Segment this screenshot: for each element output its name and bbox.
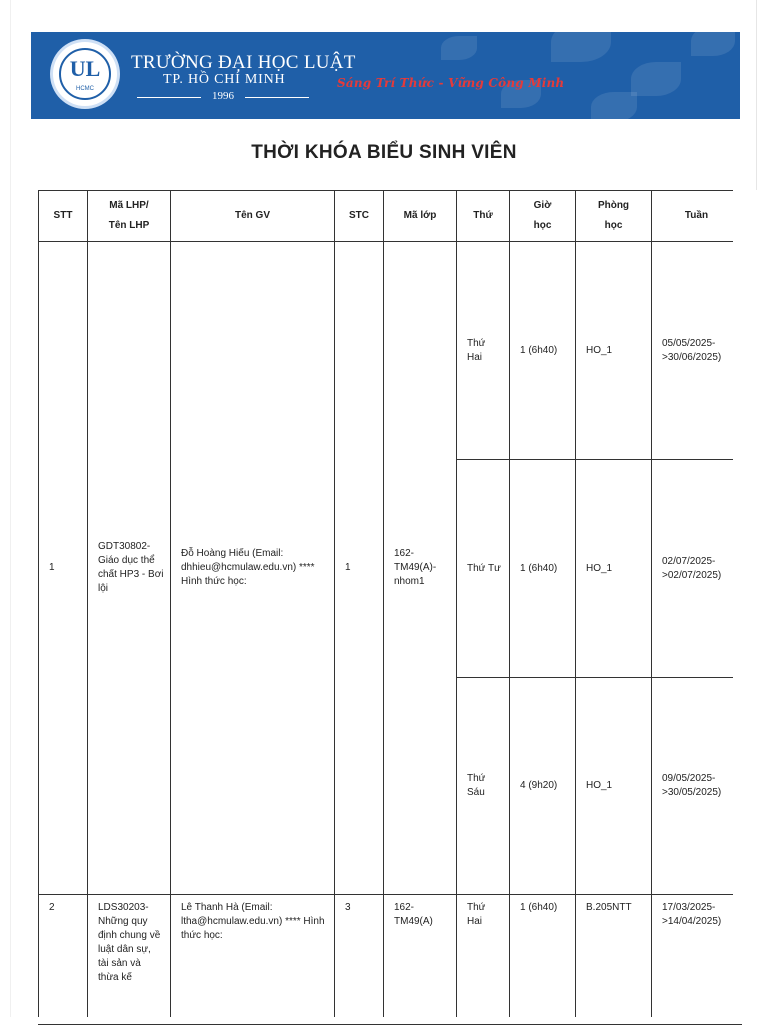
cell-ma-lhp: LDS30203-Những quy định chung về luật dân sự, tài sản và thừa kế bbox=[88, 895, 171, 1025]
table-row bbox=[39, 242, 742, 460]
table-row bbox=[39, 895, 742, 1025]
cell-thu: Thứ Sáu bbox=[457, 678, 510, 895]
table-header-row bbox=[39, 191, 742, 242]
logo-monogram: UL bbox=[69, 56, 101, 81]
cell-gio-hoc: 1 (6h40) bbox=[510, 895, 576, 1025]
cell-ma-lhp: GDT30802-Giáo dục thể chất HP3 - Bơi lội bbox=[88, 242, 171, 895]
cell-phong-hoc: HO_1 bbox=[576, 678, 652, 895]
cell-ten-gv: Lê Thanh Hà (Email: ltha@hcmulaw.edu.vn) **** Hình thức học: bbox=[171, 895, 335, 1025]
cell-thu: Thứ Tư bbox=[457, 460, 510, 678]
col-header-ma-lop: Mã lớp bbox=[384, 191, 457, 242]
year-rule-right bbox=[245, 97, 309, 98]
cell-phong-hoc: HO_1 bbox=[576, 460, 652, 678]
cell-ma-lop: 162-TM49(A) bbox=[384, 895, 457, 1025]
cell-tuan: 09/05/2025->30/05/2025) bbox=[652, 678, 742, 895]
col-header-ma-lhp-line2: Tên LHP bbox=[108, 220, 150, 231]
col-header-phong-hoc bbox=[576, 191, 652, 242]
cell-gio-hoc: 1 (6h40) bbox=[510, 460, 576, 678]
university-slogan: Sáng Trí Thức - Vững Công Minh bbox=[337, 76, 565, 90]
col-header-ma-lhp bbox=[88, 191, 171, 242]
university-name: TRƯỜNG ĐẠI HỌC LUẬT bbox=[131, 52, 356, 73]
col-header-gio-line2: học bbox=[533, 220, 552, 231]
cell-thu: Thứ Hai bbox=[457, 895, 510, 1025]
cell-thu: Thứ Hai bbox=[457, 242, 510, 460]
col-header-gio-line1: Giờ bbox=[533, 200, 552, 211]
col-header-stt: STT bbox=[39, 191, 88, 242]
col-header-phong-line1: Phòng bbox=[597, 200, 630, 211]
schedule-table bbox=[38, 190, 742, 1025]
cell-stt: 2 bbox=[39, 895, 88, 1025]
page-title: THỜI KHÓA BIỂU SINH VIÊN bbox=[251, 142, 517, 163]
university-banner bbox=[31, 32, 740, 119]
cell-tuan: 17/03/2025->14/04/2025) bbox=[652, 895, 742, 1025]
col-header-stc: STC bbox=[335, 191, 384, 242]
year-text: 1996 bbox=[212, 90, 234, 102]
cell-stc: 3 bbox=[335, 895, 384, 1025]
page-margin-right bbox=[733, 190, 757, 1017]
leaf-decoration bbox=[691, 32, 735, 56]
cell-gio-hoc: 4 (9h20) bbox=[510, 678, 576, 895]
col-header-phong-line2: học bbox=[604, 220, 623, 231]
page-cut-bottom bbox=[0, 1017, 768, 1024]
col-header-ten-gv: Tên GV bbox=[171, 191, 335, 242]
col-header-ma-lhp-line1: Mã LHP/ bbox=[109, 200, 149, 211]
cell-gio-hoc: 1 (6h40) bbox=[510, 242, 576, 460]
cell-stc: 1 bbox=[335, 242, 384, 895]
leaf-decoration bbox=[551, 32, 611, 62]
leaf-decoration bbox=[441, 36, 477, 60]
cell-phong-hoc: B.205NTT bbox=[576, 895, 652, 1025]
leaf-decoration bbox=[591, 92, 637, 119]
col-header-gio-hoc bbox=[510, 191, 576, 242]
cell-tuan: 02/07/2025->02/07/2025) bbox=[652, 460, 742, 678]
university-logo bbox=[53, 42, 117, 106]
logo-subtext: HCMC bbox=[76, 86, 94, 92]
cell-ten-gv: Đỗ Hoàng Hiếu (Email: dhhieu@hcmulaw.edu.vn) **** Hình thức học: bbox=[171, 242, 335, 895]
col-header-thu: Thứ bbox=[457, 191, 510, 242]
university-founding-year bbox=[137, 90, 309, 102]
cell-tuan: 05/05/2025->30/06/2025) bbox=[652, 242, 742, 460]
university-city: TP. HỒ CHÍ MINH bbox=[163, 72, 286, 87]
cell-phong-hoc: HO_1 bbox=[576, 242, 652, 460]
col-header-tuan: Tuần bbox=[652, 191, 742, 242]
leaf-decoration bbox=[631, 62, 681, 96]
cell-stt: 1 bbox=[39, 242, 88, 895]
year-rule-left bbox=[137, 97, 201, 98]
cell-ma-lop: 162-TM49(A)-nhom1 bbox=[384, 242, 457, 895]
